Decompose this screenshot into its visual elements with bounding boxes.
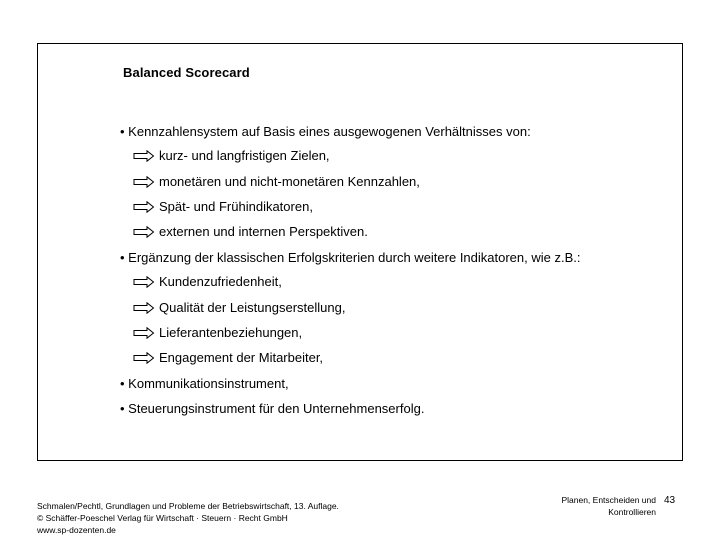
arrow-icon [133,201,155,213]
sub-item [133,174,420,189]
sub-item-label: Kundenzufriedenheit, [159,274,282,289]
bullet-kommunikation: • Kommunikationsinstrument, [120,376,289,391]
footer-source-line: Schmalen/Pechtl, Grundlagen und Probleme der Betriebswirtschaft, 13. Auflage. [37,501,339,511]
sub-item-label: Lieferantenbeziehungen, [159,325,303,340]
sub-item [133,325,302,340]
footer-source-link: www.sp-dozenten.de [37,525,116,535]
bullet-ergaenzung: • Ergänzung der klassischen Erfolgskriterien durch weitere Indikatoren, wie z.B.: [120,250,581,265]
bullet-steuerung: • Steuerungsinstrument für den Unternehmenserfolg. [120,401,425,416]
sub-item-label: monetären und nicht-monetären Kennzahlen, [159,174,420,189]
arrow-icon [133,302,155,314]
arrow-icon [133,276,155,288]
arrow-icon [133,150,155,162]
footer-chapter-line: Kontrollieren [608,507,656,517]
page-number: 43 [664,495,676,506]
bullet-kennzahlensystem: • Kennzahlensystem auf Basis eines ausgewogenen Verhältnisses von: [120,124,531,139]
arrow-icon [133,226,155,238]
sub-item [133,148,330,163]
sub-item [133,274,282,289]
footer-chapter-line: Planen, Entscheiden und [561,495,656,505]
sub-item-label: kurz- und langfristigen Zielen, [159,148,330,163]
footer-chapter [528,494,656,518]
sub-item-label: externen und internen Perspektiven. [159,224,368,239]
sub-item [133,300,345,315]
sub-item [133,350,323,365]
arrow-icon [133,327,155,339]
sub-item-label: Qualität der Leistungserstellung, [159,300,346,315]
arrow-icon [133,176,155,188]
arrow-icon [133,352,155,364]
sub-item [133,224,368,239]
sub-item [133,199,313,214]
slide-title: Balanced Scorecard [123,65,250,80]
sub-item-label: Spät- und Frühindikatoren, [159,199,313,214]
footer-source [37,500,339,536]
sub-item-label: Engagement der Mitarbeiter, [159,350,324,365]
footer-source-line: © Schäffer-Poeschel Verlag für Wirtschaft · Steuern · Recht GmbH [37,513,288,523]
